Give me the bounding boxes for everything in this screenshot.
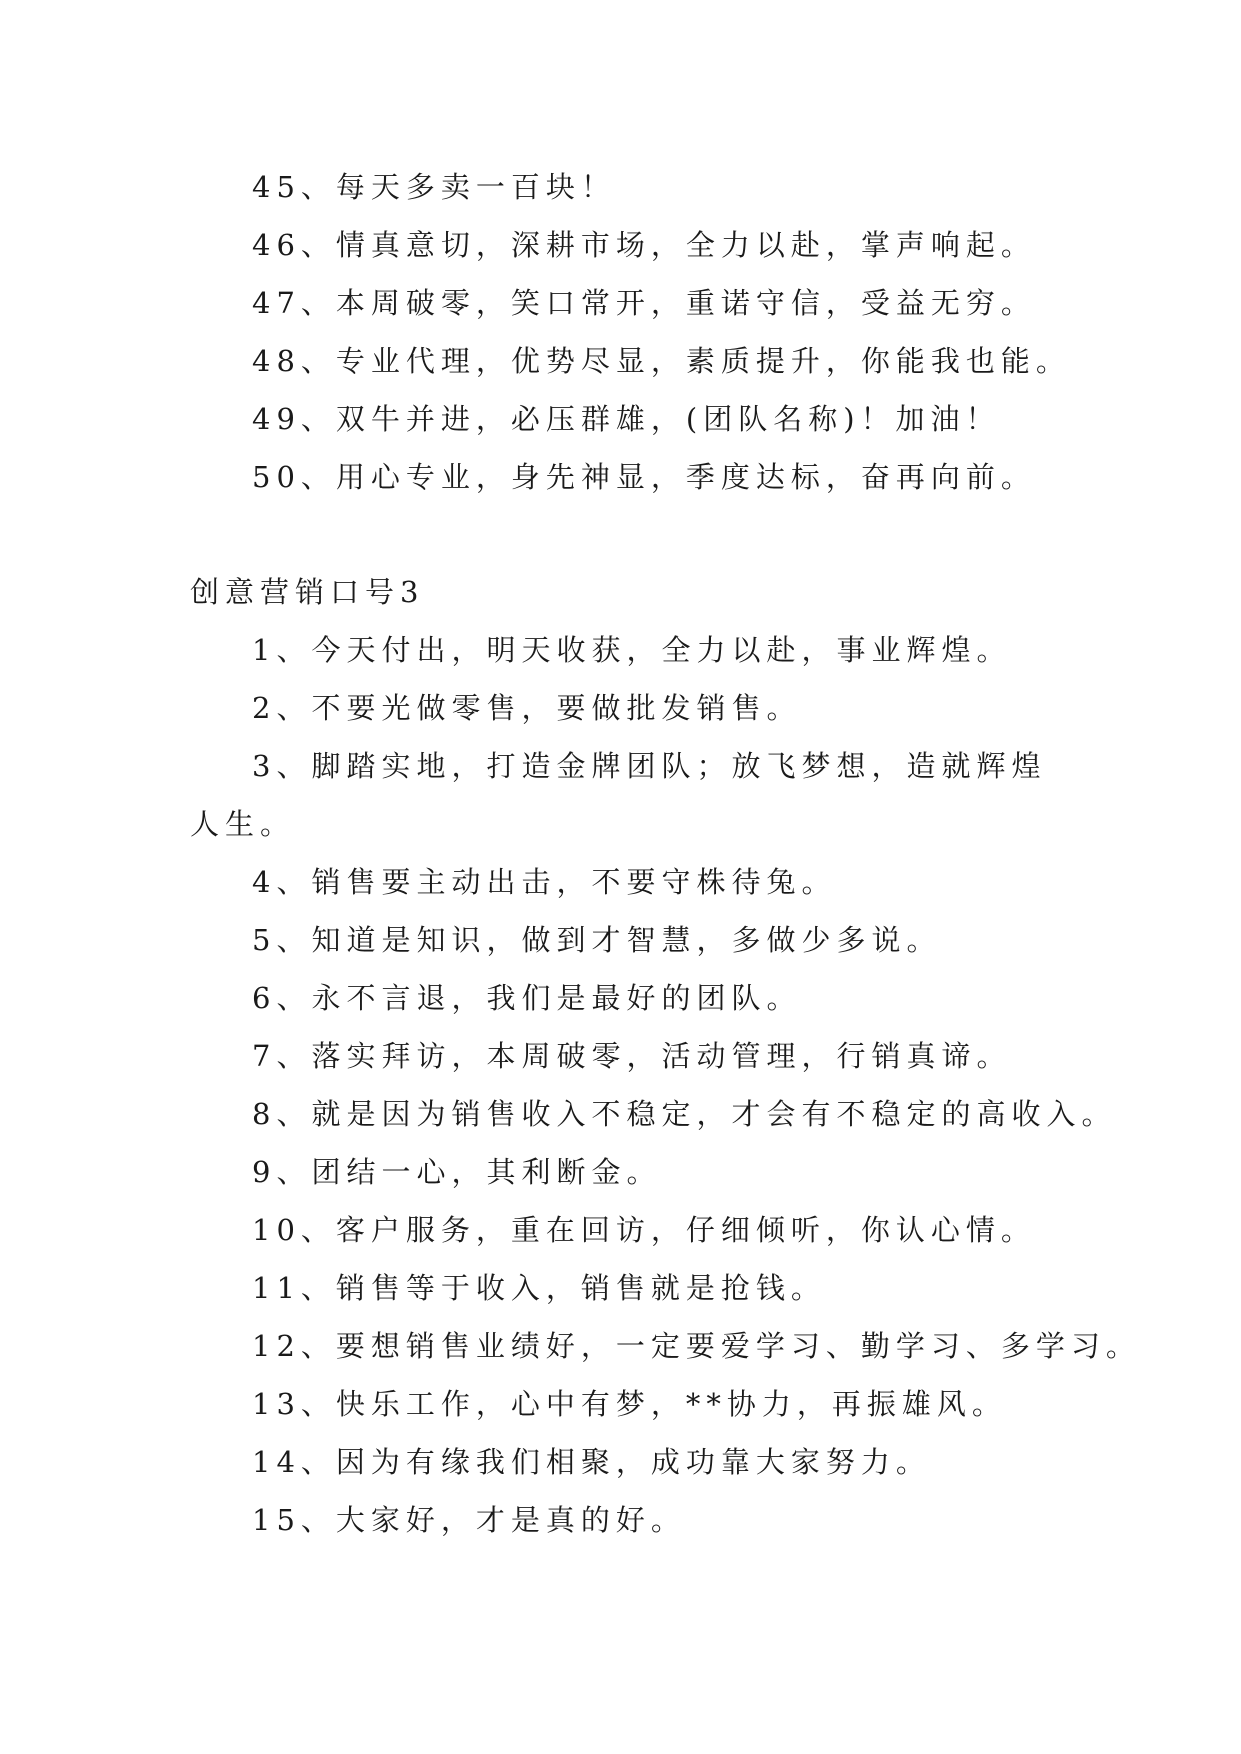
list-item: 5、知道是知识，做到才智慧，多做少多说。: [252, 923, 942, 957]
list-item: 15、大家好，才是真的好。: [252, 1503, 686, 1537]
list-item: 9、团结一心，其利断金。: [252, 1155, 662, 1189]
list-item: 46、情真意切，深耕市场，全力以赴，掌声响起。: [252, 228, 1036, 262]
list-item: 6、永不言退，我们是最好的团队。: [252, 981, 802, 1015]
list-item: 14、因为有缘我们相聚，成功靠大家努力。: [252, 1445, 931, 1479]
list-item: 13、快乐工作，心中有梦，**协力，再振雄风。: [252, 1387, 1007, 1421]
list-item: 1、今天付出，明天收获，全力以赴，事业辉煌。: [252, 633, 1012, 667]
list-item: 48、专业代理，优势尽显，素质提升，你能我也能。: [252, 344, 1071, 378]
list-item: 12、要想销售业绩好，一定要爱学习、勤学习、多学习。: [252, 1329, 1141, 1363]
list-item: 10、客户服务，重在回访，仔细倾听，你认心情。: [252, 1213, 1036, 1247]
list-item: 49、双牛并进，必压群雄，(团队名称)！加油！: [252, 402, 1001, 436]
list-item: 2、不要光做零售，要做批发销售。: [252, 691, 802, 725]
list-item: 3、脚踏实地，打造金牌团队；放飞梦想，造就辉煌人生。: [190, 749, 1047, 841]
list-item: 45、每天多卖一百块！: [252, 170, 616, 204]
list-item: 11、销售等于收入，销售就是抢钱。: [252, 1271, 826, 1305]
list-item: 8、就是因为销售收入不稳定，才会有不稳定的高收入。: [252, 1097, 1117, 1131]
list-item: 7、落实拜访，本周破零，活动管理，行销真谛。: [252, 1039, 1012, 1073]
section-heading: 创意营销口号3: [190, 575, 425, 609]
slogan-list-continued: [0, 158, 1241, 506]
list-item: 47、本周破零，笑口常开，重诺守信，受益无穷。: [252, 286, 1036, 320]
list-item: 50、用心专业，身先神显，季度达标，奋再向前。: [252, 460, 1036, 494]
slogan-list-section-3: [0, 621, 1241, 1549]
list-item: 4、销售要主动出击，不要守株待兔。: [252, 865, 837, 899]
